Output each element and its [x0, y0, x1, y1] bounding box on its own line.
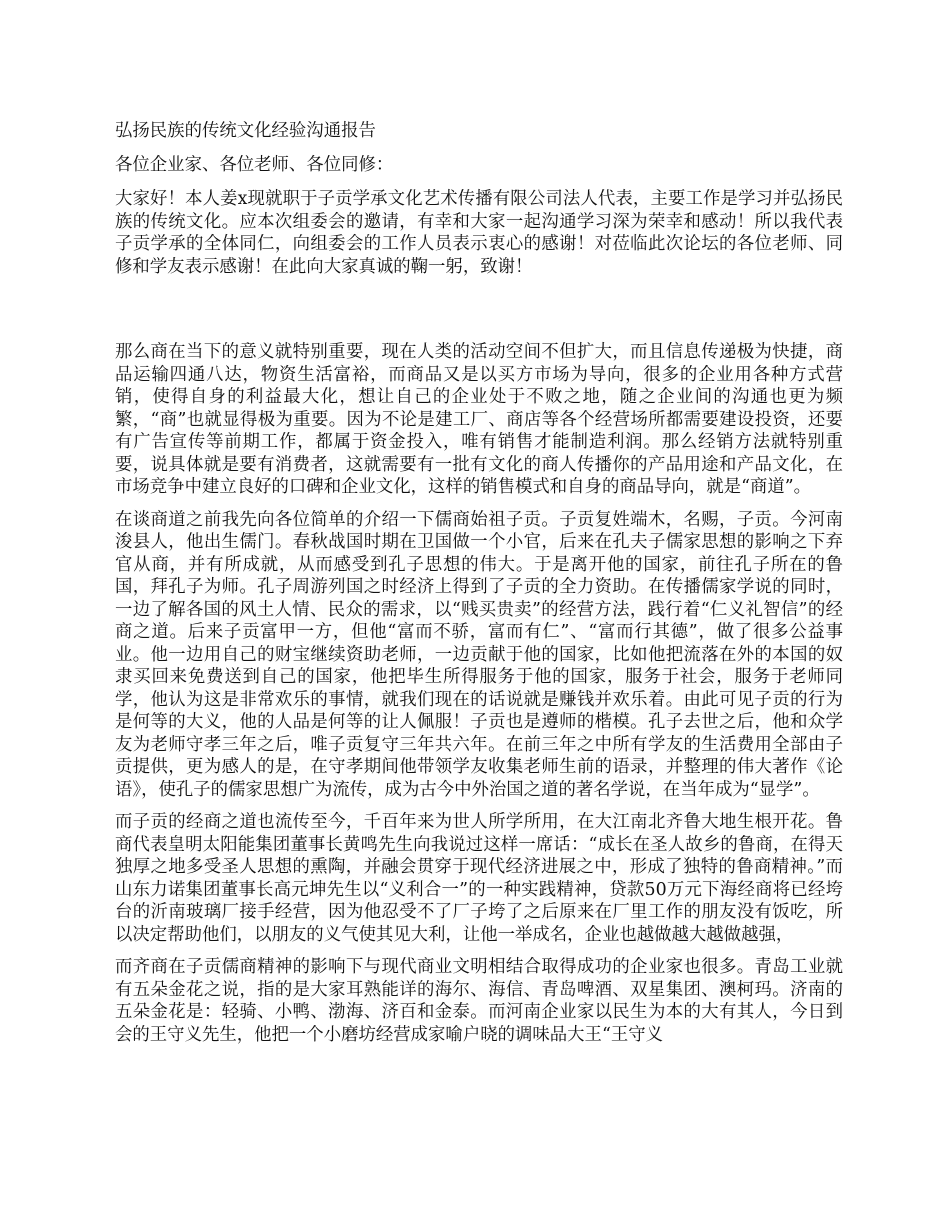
paragraph-commerce: 那么商在当下的意义就特别重要，现在人类的活动空间不但扩大，而且信息传递极为快捷，商品运输四通八达，物资生活富裕，而商品又是以买方市场为导向，很多的企业用各种方式营销，使得自身的利益最大化，想让自己的企业处于不败之地，随之企业间的沟通也更为频繁，“商”也就显得极为重要。因为不论是建工厂、商店等各个经营场所都需要建设投资，还要有广告宣传等前期工作，都属于资金投入，唯有销售才能制造利润。那么经销方法就特别重要，说具体就是要有消费者，这就需要有一批有文化的商人传播你的产品用途和产品文化，在市场竞争中建立良好的口碑和企业文化，这样的销售模式和自身的商品导向，就是“商道”。 [115, 342, 843, 497]
paragraph-lu-merchants: 而子贡的经商之道也流传至今，千百年来为世人所学所用，在大江南北齐鲁大地生根开花。鲁商代表皇明太阳能集团董事长黄鸣先生向我说过这样一席话：“成长在圣人故乡的鲁商，在得天独厚之地多受圣人思想的熏陶，并融会贯穿于现代经济进展之中，形成了独特的鲁商精神。”而山东力诺集团董事长高元坤先生以“义利合一”的一种实践精神，贷款50万元下海经商将已经垮台的沂南玻璃厂接手经营，因为他忍受不了厂子垮了之后原来在厂里工作的朋友没有饭吃，所以决定帮助他们，以朋友的义气使其见大利，让他一举成名，企业也越做越大越做越强， [115, 812, 843, 945]
document-page [115, 120, 843, 1056]
paragraph-qi-merchants: 而齐商在子贡儒商精神的影响下与现代商业文明相结合取得成功的企业家也很多。青岛工业就有五朵金花之说，指的是大家耳熟能详的海尔、海信、青岛啤酒、双星集团、澳柯玛。济南的五朵金花是：轻骑、小鸭、渤海、济百和金泰。而河南企业家以民生为本的大有其人，今日到会的王守义先生，他把一个小磨坊经营成家喻户晓的调味品大王“王守义 [115, 957, 843, 1045]
paragraph-gap [115, 288, 843, 341]
document-title: 弘扬民族的传统文化经验沟通报告 [115, 121, 376, 141]
paragraph-intro: 大家好！本人姜x现就职于子贡学承文化艺术传播有限公司法人代表，主要工作是学习并弘扬民族的传统文化。应本次组委会的邀请，有幸和大家一起沟通学习深为荣幸和感动！所以我代表子贡学承的全体同仁，向组委会的工作人员表示衷心的感谢！对莅临此次论坛的各位老师、同修和学友表示感谢！在此向大家真诚的鞠一躬，致谢！ [115, 189, 843, 277]
paragraph-zigong: 在谈商道之前我先向各位简单的介绍一下儒商始祖子贡。子贡复姓端木，名赐，子贡。今河南浚县人，他出生儒门。春秋战国时期在卫国做一个小官，后来在孔夫子儒家思想的影响之下弃官从商，并有所成就，从而感受到孔子思想的伟大。于是离开他的国家，前往孔子所在的鲁国，拜孔子为师。孔子周游列国之时经济上得到了子贡的全力资助。在传播儒家学说的同时，一边了解各国的风土人情、民众的需求，以“贱买贵卖”的经营方法，践行着“仁义礼智信”的经商之道。后来子贡富甲一方，但他“富而不骄，富而有仁”、“富而行其德”，做了很多公益事业。他一边用自己的财宝继续资助老师，一边贡献于他的国家，比如他把流落在外的本国的奴隶买回来免费送到自己的国家，他把毕生所得服务于他的国家，服务于社会，服务于老师同学，他认为这是非常欢乐的事情，就我们现在的话说就是赚钱并欢乐着。由此可见子贡的行为是何等的大义，他的人品是何等的让人佩服！子贡也是遵师的楷模。孔子去世之后，他和众学友为老师守孝三年之后，唯子贡复守三年共六年。在前三年之中所有学友的生活费用全部由子贡提供，更为感人的是，在守孝期间他带领学友收集老师生前的语录，并整理的伟大著作《论语》，使孔子的儒家思想广为流传，成为古今中外治国之道的著名学说，在当年成为“显学”。 [115, 509, 843, 800]
greeting-line: 各位企业家、各位老师、各位同修： [115, 154, 394, 175]
